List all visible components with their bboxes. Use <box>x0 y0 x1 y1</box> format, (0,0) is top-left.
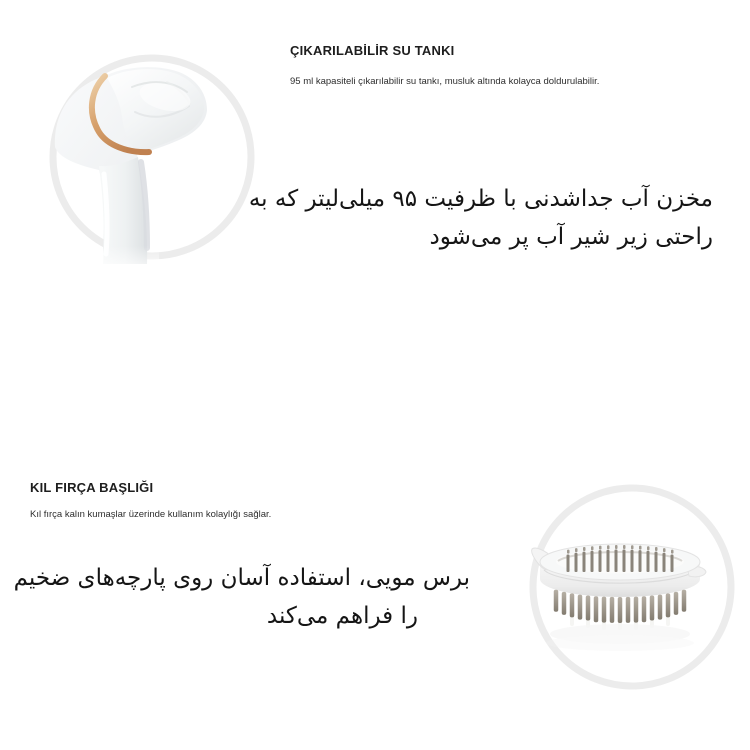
caption-line: مخزن آب جداشدنی با ظرفیت ۹۵ میلی‌لیتر که به <box>248 186 713 212</box>
brush-head-description: Kıl fırça kalın kumaşlar üzerinde kullanım kolaylığı sağlar. <box>30 509 272 520</box>
handle-fadeout <box>87 246 159 277</box>
brush-head-heading: KIL FIRÇA BAŞLIĞI <box>30 480 154 495</box>
water-tank-photo <box>47 52 257 277</box>
brush-head-caption-fa <box>14 559 470 635</box>
water-tank-description: 95 ml kapasiteli çıkarılabilir su tankı, musluk altında kolayca doldurulabilir. <box>290 76 600 87</box>
water-tank-heading: ÇIKARILABİLİR SU TANKI <box>290 43 455 58</box>
handle-highlight-edge <box>104 174 107 254</box>
steamer-water-tank-image <box>47 52 257 277</box>
water-tank-caption-fa <box>249 180 713 256</box>
caption-line: راحتی زیر شیر آب پر می‌شود <box>429 224 713 250</box>
bristle-brush-image <box>527 482 737 692</box>
brush-head-photo <box>527 482 737 692</box>
caption-line: را فراهم می‌کند <box>266 603 418 629</box>
caption-line: برس مویی، استفاده آسان روی پارچه‌های ضخیم <box>13 565 470 591</box>
